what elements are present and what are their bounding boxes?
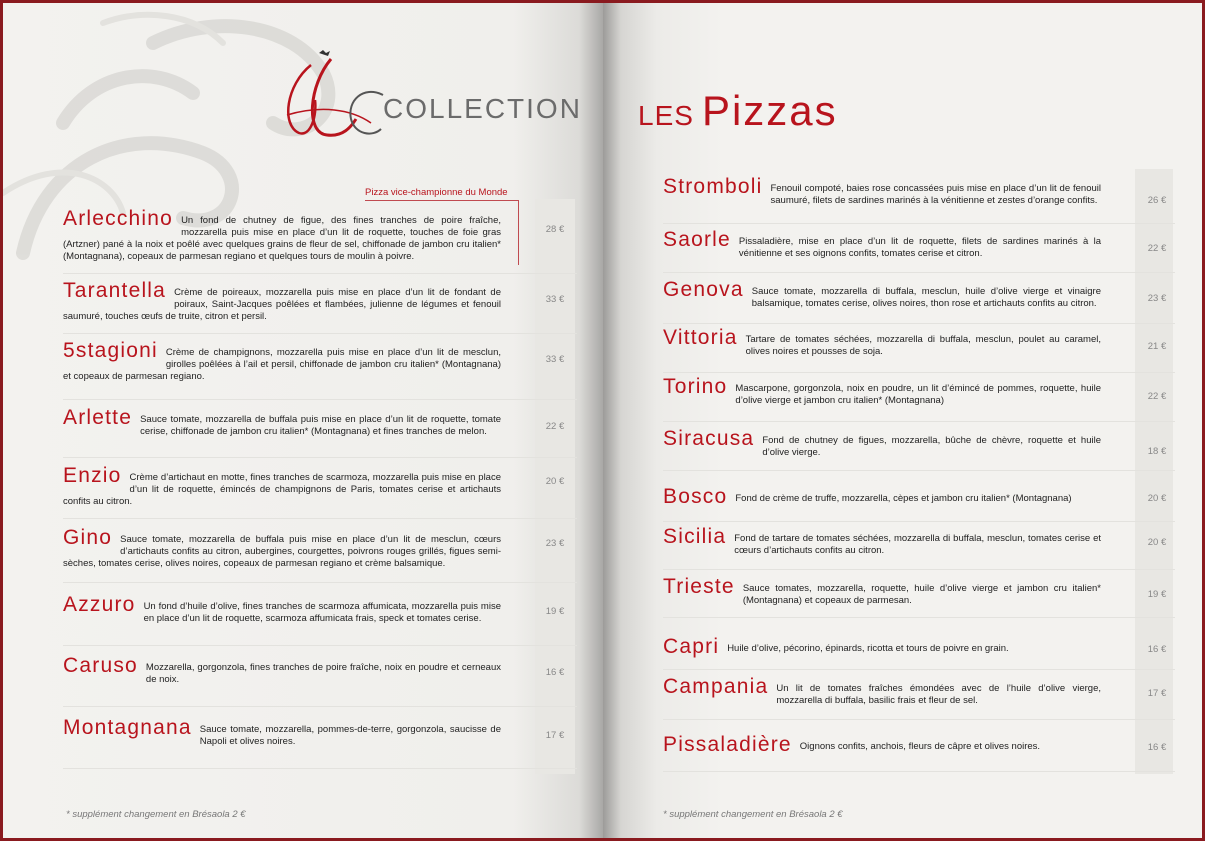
pizza-name: Torino <box>663 375 728 398</box>
pizza-description: Crème d’artichaut en motte, fines tranches de scarmoza, mozzarella puis mise en place d’un lit de roquette, émincés de champignons de Paris, tomates cerise et artichauts confits au citron. <box>63 472 501 507</box>
title-les: LES <box>638 100 694 131</box>
menu-item <box>663 278 1175 324</box>
pizza-description: Crème de poireaux, mozzarella puis mise en place d’un lit de fondant de poiraux, Saint-Jacques poêlées et flambées, julienne de légumes et fenouil saumuré, touches œufs de truite, citron et persil. <box>63 287 501 322</box>
right-page <box>603 3 1202 838</box>
pizza-name: Bosco <box>663 485 728 508</box>
menu-item <box>63 339 577 400</box>
menu-item <box>63 654 577 707</box>
menu-item <box>663 525 1175 570</box>
pizza-description: Fond de crème de truffe, mozzarella, cèpes et jambon cru italien* (Montagnana) <box>735 493 1072 504</box>
pizza-description: Crème de champignons, mozzarella puis mise en place d’un lit de mesclun, girolles poêlées à l’ail et persil, chiffonade de jambon cru italien* (Montagnana) et copeaux de parmesan regiano. <box>63 347 501 382</box>
pizza-name: Gino <box>63 526 113 549</box>
footnote: * supplément changement en Brésaola 2 € <box>663 809 843 820</box>
pizza-description: Un fond de chutney de figue, des fines tranches de poire fraîche, mozzarella puis mise en place d’un lit de roquette, touches de foie gras (Artzner) pané à la noix et poêlé avec quelques grains de fleur de sel, chiffonade de jambon cru italien* (Montagnana), copeaux de parmesan regiano et quelques tours de moulin à poivre. <box>63 215 501 262</box>
pizza-price: 21 € <box>1147 341 1167 352</box>
pizza-price: 22 € <box>545 421 565 432</box>
menu-item <box>663 175 1175 224</box>
pizza-price: 17 € <box>545 730 565 741</box>
pizza-name: Siracusa <box>663 427 755 450</box>
collection-title: COLLECTION <box>383 93 582 124</box>
pizza-description: Sauce tomate, mozzarella, pommes-de-terre, gorgonzola, saucisse de Napoli et olives noires. <box>199 724 501 747</box>
menu-item <box>663 675 1175 720</box>
pizza-name: Saorle <box>663 228 731 251</box>
pizza-name: Tarantella <box>63 279 167 302</box>
pizza-price: 33 € <box>545 294 565 305</box>
menu-item <box>663 228 1175 273</box>
pizza-price: 33 € <box>545 354 565 365</box>
pizza-description: Un fond d’huile d’olive, fines tranches de scarmoza affumicata, mozzarella puis mise en place d’un lit de roquette, scarmoza affumicata frais, speck et tomates cerise. <box>143 601 501 624</box>
pizza-name: Arlette <box>63 406 133 429</box>
pizza-description: Sauce tomate, mozzarella de buffala puis mise en place d’un lit de roquette, tomate cerise, chiffonade de jambon cru italien* (Montagnana) et fines tranches de melon. <box>140 414 501 437</box>
menu-item <box>663 575 1175 618</box>
menu-item <box>63 526 577 583</box>
pizza-price: 18 € <box>1147 446 1167 457</box>
pizza-description: Sauce tomate, mozzarella di buffala, mesclun, huile d’olive vierge et vinaigre balsamique, tomates cerise, olives noires, thon rose et artichauts confits au citron. <box>751 286 1101 309</box>
pizza-description: Fond de chutney de figues, mozzarella, bûche de chèvre, roquette et huile d’olive vierge. <box>762 435 1101 458</box>
pizza-name: Capri <box>663 635 720 658</box>
pizza-description: Sauce tomates, mozzarella, roquette, huile d’olive vierge et jambon cru italien* (Montagnana) et copeaux de parmesan. <box>742 583 1101 606</box>
pizza-name: Arlecchino <box>63 207 174 230</box>
pizza-price: 22 € <box>1147 243 1167 254</box>
pizza-name: Sicilia <box>663 525 727 548</box>
menu-item <box>663 635 1175 670</box>
pizza-name: Caruso <box>63 654 138 677</box>
pizza-description: Un lit de tomates fraîches émondées avec de l’huile d’olive vierge, mozzarella di buffala, basilic frais et fleur de sel. <box>776 683 1101 706</box>
pizza-price: 28 € <box>545 224 565 235</box>
pizza-description: Pissaladière, mise en place d’un lit de roquette, filets de sardines marinés à la vénitienne et ses oignons confits, tomates cerise et citron. <box>738 236 1101 259</box>
pizza-name: Vittoria <box>663 326 738 349</box>
pizza-price: 23 € <box>1147 293 1167 304</box>
pizza-price: 20 € <box>545 476 565 487</box>
pizza-price: 20 € <box>1147 493 1167 504</box>
pizza-name: Enzio <box>63 464 122 487</box>
pizza-name: Montagnana <box>63 716 192 739</box>
pizza-price: 19 € <box>545 606 565 617</box>
menu-item <box>63 593 577 646</box>
menu-book <box>3 3 1202 838</box>
pizza-description: Fond de tartare de tomates séchées, mozzarella di buffala, mesclun, tomates cerise et cœurs d’artichauts confits au citron. <box>734 533 1101 556</box>
il-collection-logo-icon <box>281 45 391 145</box>
pizza-description: Oignons confits, anchois, fleurs de câpre et olives noires. <box>799 741 1041 752</box>
menu-item <box>63 279 577 334</box>
menu-item <box>663 375 1175 422</box>
pizza-price: 20 € <box>1147 537 1167 548</box>
champion-note: Pizza vice-championne du Monde <box>365 187 508 198</box>
title-pizzas: Pizzas <box>701 87 838 134</box>
pizza-name: Stromboli <box>663 175 763 198</box>
pizza-name: Azzuro <box>63 593 136 616</box>
menu-item <box>663 485 1175 522</box>
pizza-name: Trieste <box>663 575 735 598</box>
pizza-price: 23 € <box>545 538 565 549</box>
pizza-price: 26 € <box>1147 195 1167 206</box>
pizza-description: Tartare de tomates séchées, mozzarella di buffala, mesclun, poulet au caramel, olives noires et pousses de soja. <box>745 334 1101 357</box>
menu-item <box>63 406 577 458</box>
pizza-description: Mascarpone, gorgonzola, noix en poudre, un lit d’émincé de pommes, roquette, huile d’olive vierge et jambon cru italien* (Montagnana) <box>735 383 1101 406</box>
pizza-price: 19 € <box>1147 589 1167 600</box>
menu-item <box>63 207 577 274</box>
pizza-name: Genova <box>663 278 744 301</box>
pizza-price: 17 € <box>1147 688 1167 699</box>
pizza-description: Fenouil compoté, baies rose concassées puis mise en place d’un lit de fenouil saumuré, filets de sardines marinés à la vénitienne et zestes d’orange confits. <box>770 183 1101 206</box>
menu-item <box>63 464 577 519</box>
pizza-price: 22 € <box>1147 391 1167 402</box>
pizza-price: 16 € <box>1147 742 1167 753</box>
menu-item <box>63 716 577 769</box>
menu-item <box>663 427 1175 471</box>
pizza-description: Sauce tomate, mozzarella de buffala puis mise en place d’un lit de mesclun, cœurs d’artichauts confits au citron, aubergines, courgettes, poivrons rouges grillés, figues semi-sèches, tomates cerise, olives noires, copeaux de parmesan regiano et crème balsamique. <box>63 534 501 569</box>
pizza-description: Mozzarella, gorgonzola, fines tranches de poire fraîche, noix en poudre et cerneaux de noix. <box>145 662 501 685</box>
pizza-name: 5stagioni <box>63 339 158 362</box>
menu-item <box>663 733 1175 772</box>
pizza-description: Huile d’olive, pécorino, épinards, ricotta et tours de poivre en grain. <box>727 643 1009 654</box>
pizza-name: Pissaladière <box>663 733 792 756</box>
pizza-price: 16 € <box>1147 644 1167 655</box>
footnote: * supplément changement en Brésaola 2 € <box>66 809 246 820</box>
pizza-name: Campania <box>663 675 769 698</box>
pizza-price: 16 € <box>545 667 565 678</box>
pizzas-title <box>638 87 838 135</box>
left-page <box>3 3 603 838</box>
menu-item <box>663 326 1175 373</box>
